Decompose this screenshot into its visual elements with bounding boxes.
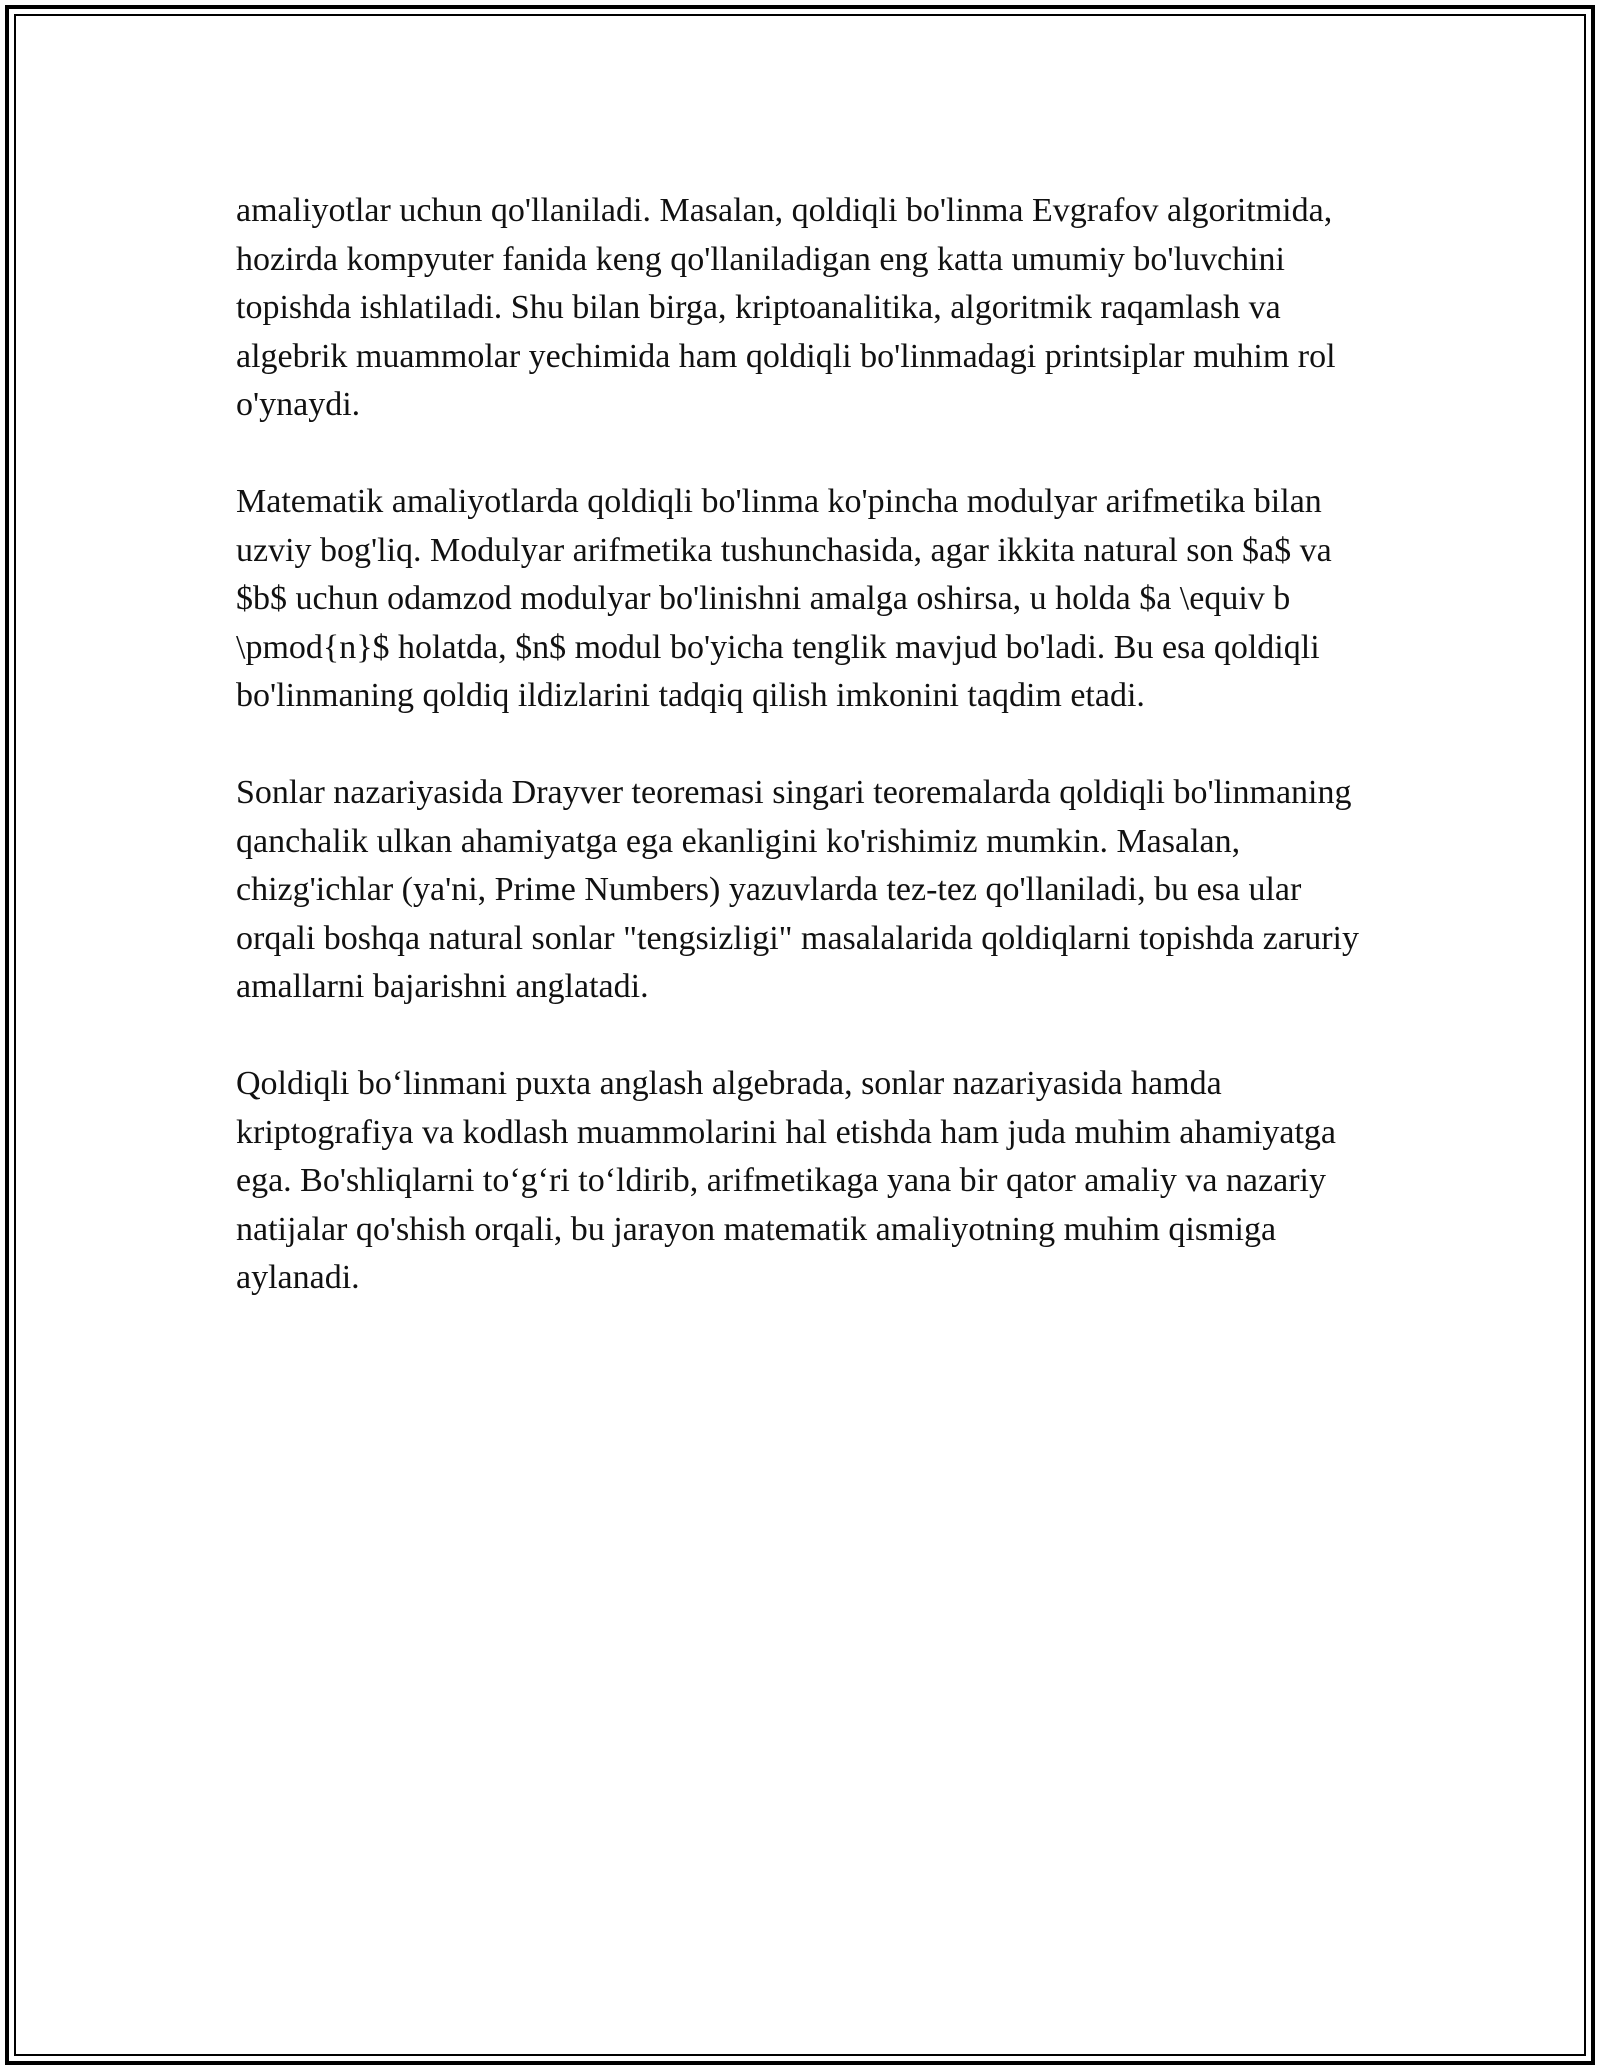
- paragraph-4: Qoldiqli bo‘linmani puxta anglash algebrada, sonlar nazariyasida hamda kriptografiya va kodlash muammolarini hal etishda ham juda muhim ahamiyatga ega. Bo'shliqlarni to‘g‘ri to‘ldirib, arifmetikaga yana bir qator amaliy va nazariy natijalar qo'shish orqali, bu jarayon matematik amaliyotning muhim qismiga aylanadi.: [236, 1065, 1336, 1296]
- paragraph-3: Sonlar nazariyasida Drayver teoremasi singari teoremalarda qoldiqli bo'linmaning qanchalik ulkan ahamiyatga ega ekanligini ko'rishimiz mumkin. Masalan, chizg'ichlar (ya'ni, Prime Numbers) yazuvlarda tez-tez qo'llaniladi, bu esa ular orqali boshqa natural sonlar "tengsizligi" masalalarida qoldiqlarni topishda zaruriy amallarni bajarishni anglatadi.: [236, 774, 1359, 1005]
- paragraph-1: amaliyotlar uchun qo'llaniladi. Masalan, qoldiqli bo'linma Evgrafov algoritmida, hozirda kompyuter fanida keng qo'llaniladigan eng katta umumiy bo'luvchini topishda ishlatiladi. Shu bilan birga, kriptoanalitika, algoritmik raqamlash va algebrik muammolar yechimida ham qoldiqli bo'linmadagi printsiplar muhim rol o'ynaydi.: [236, 192, 1336, 423]
- document-body: [236, 187, 1386, 1351]
- paragraph-2: Matematik amaliyotlarda qoldiqli bo'linma ko'pincha modulyar arifmetika bilan uzviy bog'liq. Modulyar arifmetika tushunchasida, agar ikkita natural son $a$ va $b$ uchun odamzod modulyar bo'linishni amalga oshirsa, u holda $a \equiv b \pmod{n}$ holatda, $n$ modul bo'yicha tenglik mavjud bo'ladi. Bu esa qoldiqli bo'linmaning qoldiq ildizlarini tadqiq qilish imkonini taqdim etadi.: [236, 483, 1332, 714]
